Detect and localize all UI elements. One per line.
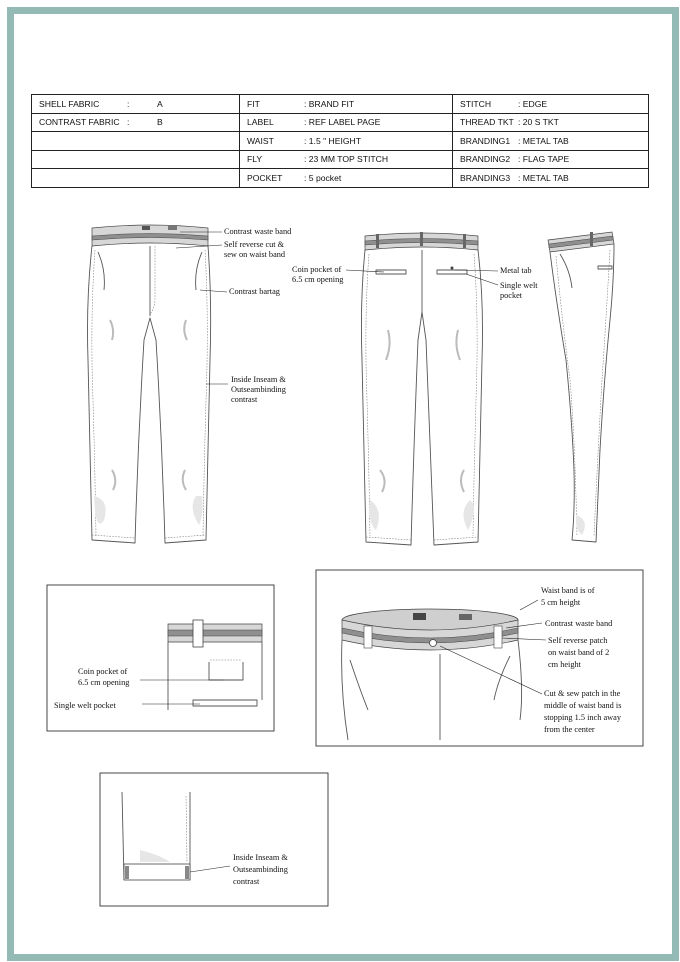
spec-text: : 23 MM TOP STITCH (304, 154, 389, 165)
spec-text: : (127, 117, 130, 128)
front-view-callouts (176, 227, 292, 404)
callout-self-reverse-line2: sew on waist band (224, 250, 286, 259)
callout-contrast-waistband: Contrast waste band (224, 227, 292, 236)
spec-text: : BRAND FIT (304, 98, 355, 109)
callout-cut-sew-patch-line3: stopping 1.5 inch away (544, 713, 621, 722)
spec-text: : 5 pocket (304, 172, 342, 183)
spec-text: SHELL FABRIC (39, 98, 100, 109)
callout-coin-pocket-line2: 6.5 cm opening (292, 275, 344, 284)
callout-inseam-line2: Outseambinding (231, 385, 286, 394)
callout-self-reverse-patch-line2: on waist band of 2 (548, 648, 610, 657)
back-view-trouser (361, 232, 482, 545)
callout-inseam-line3: contrast (231, 395, 258, 404)
callout-coin-pocket: Coin pocket of (292, 265, 342, 274)
spec-text: LABEL (247, 117, 274, 128)
front-view-trouser (88, 225, 211, 543)
spec-text: BRANDING1 (460, 135, 511, 146)
callout-hem-inseam-line3: contrast (233, 877, 260, 886)
spec-text: BRANDING3 (460, 172, 511, 183)
callout-coin-pocket-detail: Coin pocket of (78, 667, 128, 676)
spec-text: B (157, 117, 163, 128)
spec-text: FLY (247, 154, 263, 165)
side-view-trouser (548, 232, 614, 542)
callout-contrast-bartag: Contrast bartag (229, 287, 280, 296)
back-view-callouts (292, 265, 538, 300)
spec-text: : METAL TAB (518, 135, 569, 146)
callout-hem-inseam-line2: Outseambinding (233, 865, 288, 874)
callout-single-welt-line2: pocket (500, 291, 523, 300)
spec-text: : 1.5 " HEIGHT (304, 135, 362, 146)
callout-hem-inseam: Inside Inseam & (233, 853, 288, 862)
spec-text: STITCH (460, 98, 492, 109)
spec-text: A (157, 98, 163, 109)
spec-text: FIT (247, 98, 260, 109)
callout-self-reverse-patch: Self reverse patch (548, 636, 608, 645)
spec-text: THREAD TKT (460, 117, 514, 128)
callout-inseam: Inside Inseam & (231, 375, 286, 384)
callout-cut-sew-patch-line4: from the center (544, 725, 595, 734)
spec-text: : EDGE (518, 98, 548, 109)
callout-cut-sew-patch: Cut & sew patch in the (544, 689, 621, 698)
spec-text: : FLAG TAPE (518, 154, 570, 165)
spec-text: : METAL TAB (518, 172, 569, 183)
spec-text: CONTRAST FABRIC (39, 117, 120, 128)
callout-cut-sew-patch-line2: middle of waist band is (544, 701, 622, 710)
callout-waistband-height: Waist band is of (541, 586, 595, 595)
callout-welt-detail: Single welt pocket (54, 701, 116, 710)
callout-metal-tab: Metal tab (500, 266, 532, 275)
callout-contrast-waistband-detail: Contrast waste band (545, 619, 613, 628)
callout-waistband-height-line2: 5 cm height (541, 598, 581, 607)
callout-self-reverse: Self reverse cut & (224, 240, 285, 249)
spec-text: BRANDING2 (460, 154, 511, 165)
spec-text: WAIST (247, 135, 274, 146)
callout-coin-pocket-detail-line2: 6.5 cm opening (78, 678, 130, 687)
spec-text: POCKET (247, 172, 283, 183)
spec-text: : 20 S TKT (518, 117, 559, 128)
detail-hem-box (100, 773, 328, 906)
spec-text: : (127, 98, 130, 109)
spec-text: : REF LABEL PAGE (304, 117, 381, 128)
callout-self-reverse-patch-line3: cm height (548, 660, 581, 669)
callout-single-welt: Single welt (500, 281, 538, 290)
